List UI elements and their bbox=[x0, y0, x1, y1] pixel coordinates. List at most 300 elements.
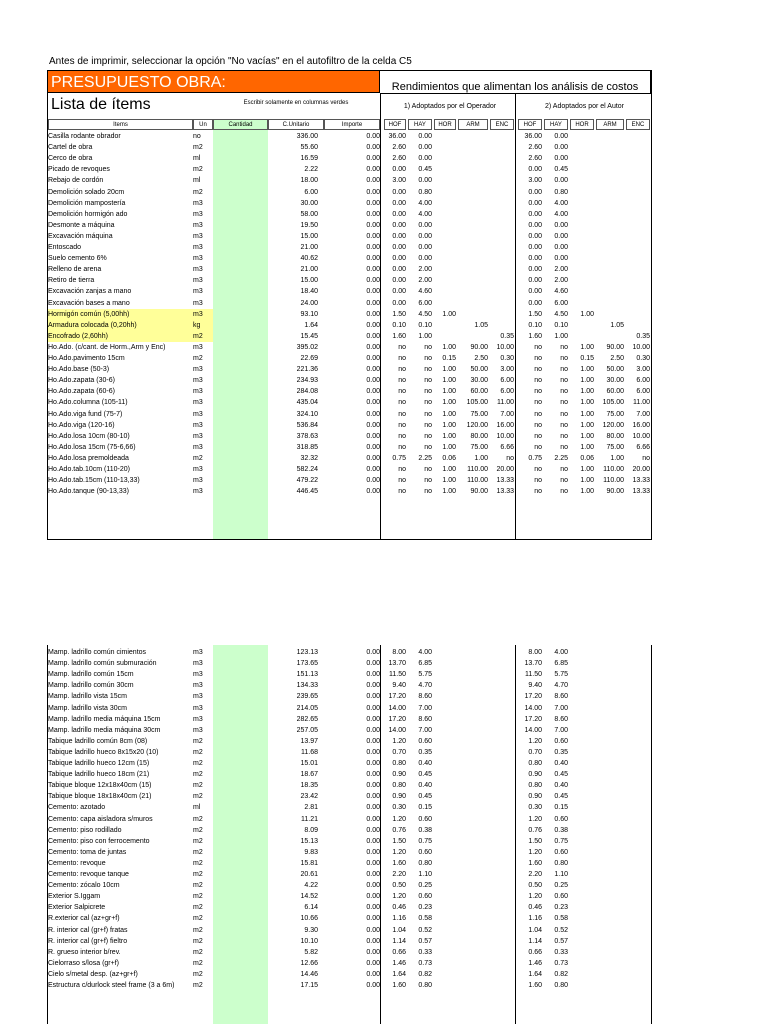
item-name: Ho.Ado.tab.15cm (110-13,33) bbox=[48, 477, 140, 485]
item-unit: m2 bbox=[193, 760, 203, 767]
cantidad-input-cell[interactable] bbox=[213, 913, 268, 924]
rendimiento-au-hor: 1.00 bbox=[580, 310, 594, 318]
item-unit: m3 bbox=[193, 704, 203, 712]
rendimiento-op-hof: 9.40 bbox=[392, 682, 406, 690]
cantidad-input-cell[interactable] bbox=[213, 714, 268, 725]
item-cunitario: 13.97 bbox=[300, 737, 318, 745]
item-importe: 0.00 bbox=[366, 188, 380, 196]
cantidad-input-cell[interactable] bbox=[213, 802, 268, 813]
cantidad-input-cell[interactable] bbox=[213, 220, 268, 231]
cantidad-input-cell[interactable] bbox=[213, 791, 268, 802]
item-importe: 0.00 bbox=[366, 837, 380, 845]
border-sub-header bbox=[380, 93, 651, 94]
cantidad-input-cell[interactable] bbox=[213, 958, 268, 969]
cantidad-input-cell[interactable] bbox=[213, 464, 268, 475]
table-row bbox=[48, 891, 651, 902]
rendimiento-op-arm: 120.00 bbox=[466, 421, 488, 429]
cantidad-input-cell[interactable] bbox=[213, 375, 268, 386]
rendimiento-au-hof: 0.00 bbox=[528, 232, 542, 240]
cantidad-input-cell[interactable] bbox=[213, 980, 268, 991]
rendimiento-au-hay: 0.00 bbox=[554, 144, 568, 152]
cantidad-input-cell[interactable] bbox=[213, 431, 268, 442]
rendimiento-op-hay: 4.00 bbox=[418, 199, 432, 207]
rendimiento-op-hay: 4.00 bbox=[418, 210, 432, 218]
rendimiento-au-hay: 7.00 bbox=[554, 726, 568, 734]
rendimiento-au-hof: no bbox=[534, 410, 542, 418]
lista-items-title: Lista de ítems bbox=[47, 93, 212, 117]
table-row bbox=[48, 475, 651, 486]
rendimiento-op-hay: no bbox=[424, 421, 432, 429]
rendimiento-au-hay: 0.60 bbox=[554, 848, 568, 856]
table-row bbox=[48, 780, 651, 791]
cantidad-input-cell[interactable] bbox=[213, 131, 268, 142]
item-cunitario: 214.05 bbox=[296, 704, 318, 712]
item-cunitario: 21.00 bbox=[300, 244, 318, 251]
item-name: Excavación zanjas a mano bbox=[48, 288, 132, 296]
cantidad-input-cell[interactable] bbox=[213, 847, 268, 858]
cantidad-input-cell[interactable] bbox=[213, 253, 268, 264]
rendimiento-au-hof: no bbox=[534, 421, 542, 429]
item-cunitario: 435.04 bbox=[296, 399, 318, 407]
table-row bbox=[48, 220, 651, 231]
cantidad-input-cell[interactable] bbox=[213, 420, 268, 431]
rendimiento-au-hof: 0.00 bbox=[528, 277, 542, 285]
cantidad-input-cell[interactable] bbox=[213, 309, 268, 320]
item-unit: m2 bbox=[193, 904, 203, 912]
item-importe: 0.00 bbox=[366, 771, 380, 779]
item-name: R. interior cal (gr+f) fratas bbox=[48, 926, 128, 934]
item-importe: 0.00 bbox=[366, 410, 380, 418]
rendimiento-op-hof: 1.20 bbox=[392, 848, 406, 856]
rendimiento-op-hay: 0.00 bbox=[418, 155, 432, 163]
cantidad-input-cell[interactable] bbox=[213, 925, 268, 936]
item-unit: m2 bbox=[193, 926, 203, 934]
cantidad-input-cell[interactable] bbox=[213, 858, 268, 869]
rendimiento-op-hof: no bbox=[398, 366, 406, 374]
item-name: Ho.Ado.base (50-3) bbox=[48, 366, 110, 374]
item-name: Ho.Ado.tab.10cm (110-20) bbox=[48, 466, 130, 473]
rendimiento-op-arm: 1.05 bbox=[474, 321, 488, 329]
rendimiento-au-hay: no bbox=[560, 399, 568, 407]
item-cunitario: 20.61 bbox=[300, 871, 318, 878]
rendimiento-au-hof: 3.00 bbox=[528, 177, 542, 185]
rendimiento-op-hof: no bbox=[398, 488, 406, 496]
rendimiento-au-hor: 1.00 bbox=[580, 399, 594, 407]
item-name: Cielo s/metal desp. (az+gr+f) bbox=[48, 970, 138, 978]
cantidad-input-cell[interactable] bbox=[213, 758, 268, 769]
item-name: Desmonte a máquina bbox=[48, 221, 115, 229]
item-importe: 0.00 bbox=[366, 155, 380, 163]
table-row bbox=[48, 464, 651, 475]
cantidad-input-cell[interactable] bbox=[213, 902, 268, 913]
rendimiento-au-hay: 0.10 bbox=[554, 321, 568, 329]
adoptados-operador: 1) Adoptados por el Operador bbox=[403, 103, 497, 110]
item-name: Tabique ladrillo hueco 8x15x20 (10) bbox=[48, 748, 159, 756]
cantidad-input-cell[interactable] bbox=[213, 836, 268, 847]
table-row bbox=[48, 769, 651, 780]
cantidad-input-cell[interactable] bbox=[213, 331, 268, 342]
cantidad-input-cell[interactable] bbox=[213, 869, 268, 880]
item-importe: 0.00 bbox=[366, 793, 380, 801]
table-row bbox=[48, 869, 651, 880]
cantidad-input-cell[interactable] bbox=[213, 342, 268, 353]
rendimiento-au-hof: 1.64 bbox=[528, 970, 542, 978]
rendimiento-au-hof: 17.20 bbox=[524, 715, 542, 723]
rendimiento-op-hof: 1.60 bbox=[392, 859, 406, 867]
adoptados-autor: 2) Adoptados por el Autor bbox=[545, 103, 624, 110]
item-unit: m3 bbox=[193, 715, 203, 723]
rendimiento-op-hay: 0.45 bbox=[418, 793, 432, 801]
rendimiento-op-hof: 0.90 bbox=[392, 771, 406, 779]
item-importe: 0.00 bbox=[366, 321, 380, 329]
rendimiento-au-hof: 2.60 bbox=[528, 155, 542, 163]
cantidad-input-cell[interactable] bbox=[213, 209, 268, 220]
rendimiento-op-hay: 0.75 bbox=[418, 837, 432, 845]
table-row bbox=[48, 142, 651, 153]
item-cunitario: 22.69 bbox=[300, 355, 318, 362]
rendimiento-op-hay: 0.60 bbox=[418, 815, 432, 823]
item-unit: m3 bbox=[193, 649, 203, 656]
rendimiento-op-hay: 8.60 bbox=[418, 693, 432, 701]
rendimiento-au-hof: 0.10 bbox=[528, 321, 542, 329]
cantidad-input-cell[interactable] bbox=[213, 725, 268, 736]
rendimiento-op-hay: no bbox=[424, 477, 432, 485]
rendimiento-op-hof: 8.00 bbox=[392, 649, 406, 656]
rendimiento-op-hof: 1.46 bbox=[392, 959, 406, 967]
table-row bbox=[48, 691, 651, 702]
rendimiento-au-enc: 0.30 bbox=[636, 355, 650, 362]
rendimiento-au-hof: no bbox=[534, 377, 542, 385]
cantidad-input-cell[interactable] bbox=[213, 814, 268, 825]
rendimiento-op-hor: 1.00 bbox=[442, 399, 456, 407]
item-cunitario: 40.62 bbox=[300, 255, 318, 263]
cantidad-input-cell[interactable] bbox=[213, 736, 268, 747]
cantidad-input-cell[interactable] bbox=[213, 153, 268, 164]
item-name: Mamp. ladrillo común 15cm bbox=[48, 671, 134, 679]
item-importe: 0.00 bbox=[366, 144, 380, 152]
cantidad-input-cell[interactable] bbox=[213, 936, 268, 947]
cantidad-input-cell[interactable] bbox=[213, 891, 268, 902]
rendimiento-op-hor: 1.00 bbox=[442, 366, 456, 374]
item-importe: 0.00 bbox=[366, 748, 380, 756]
rendimiento-au-hor: 0.06 bbox=[580, 454, 594, 462]
rendimiento-op-hay: no bbox=[424, 410, 432, 418]
rendimiento-au-hay: 0.57 bbox=[554, 937, 568, 945]
rendimiento-au-hay: no bbox=[560, 421, 568, 429]
cantidad-input-cell[interactable] bbox=[213, 669, 268, 680]
table-row bbox=[48, 936, 651, 947]
item-cunitario: 2.22 bbox=[304, 166, 318, 174]
rendimiento-op-enc: no bbox=[506, 454, 514, 462]
rendimiento-au-arm: 75.00 bbox=[606, 443, 624, 451]
item-cunitario: 18.40 bbox=[300, 288, 318, 296]
rendimiento-op-hof: 3.00 bbox=[392, 177, 406, 185]
rendimiento-op-hof: 1.60 bbox=[392, 982, 406, 989]
item-name: Cemento: toma de juntas bbox=[48, 848, 127, 856]
cantidad-input-cell[interactable] bbox=[213, 386, 268, 397]
item-cunitario: 6.14 bbox=[304, 904, 318, 912]
item-importe: 0.00 bbox=[366, 377, 380, 385]
item-unit: m2 bbox=[193, 959, 203, 967]
rendimiento-op-hof: no bbox=[398, 432, 406, 440]
rendimiento-au-arm: 2.50 bbox=[610, 355, 624, 362]
item-cunitario: 18.67 bbox=[300, 771, 318, 779]
item-unit: m3 bbox=[193, 244, 203, 251]
rendimiento-au-hay: no bbox=[560, 388, 568, 396]
item-unit: m2 bbox=[193, 454, 203, 462]
cantidad-input-cell[interactable] bbox=[213, 231, 268, 242]
cantidad-input-cell[interactable] bbox=[213, 364, 268, 375]
escribir-note: Escribir solamente en columnas verdes bbox=[243, 100, 349, 106]
rendimiento-op-hof: 2.20 bbox=[392, 871, 406, 878]
item-importe: 0.00 bbox=[366, 649, 380, 656]
rendimiento-au-enc: 13.33 bbox=[632, 488, 650, 496]
rendimiento-au-hof: no bbox=[534, 366, 542, 374]
item-cunitario: 18.35 bbox=[300, 782, 318, 790]
item-name: Ho.Ado.tanque (90-13,33) bbox=[48, 488, 129, 496]
rendimiento-au-hof: 0.00 bbox=[528, 210, 542, 218]
rendimiento-op-enc: 13.33 bbox=[496, 488, 514, 496]
table-row bbox=[48, 880, 651, 891]
item-importe: 0.00 bbox=[366, 859, 380, 867]
rendimiento-op-hof: 17.20 bbox=[388, 715, 406, 723]
item-unit: ml bbox=[193, 177, 201, 185]
cantidad-input-cell[interactable] bbox=[213, 453, 268, 464]
cantidad-input-cell[interactable] bbox=[213, 286, 268, 297]
item-unit: m2 bbox=[193, 748, 203, 756]
table-row bbox=[48, 902, 651, 913]
cantidad-input-cell[interactable] bbox=[213, 320, 268, 331]
rendimiento-op-hof: 0.00 bbox=[392, 210, 406, 218]
cantidad-input-cell[interactable] bbox=[213, 769, 268, 780]
table-row bbox=[48, 375, 651, 386]
item-unit: m2 bbox=[193, 982, 203, 989]
rendimiento-au-hay: 0.58 bbox=[554, 915, 568, 923]
col-importe: Importe bbox=[324, 119, 380, 130]
cantidad-input-cell[interactable] bbox=[213, 475, 268, 486]
item-cunitario: 318.85 bbox=[296, 443, 318, 451]
cantidad-input-cell[interactable] bbox=[213, 264, 268, 275]
table-row bbox=[48, 353, 651, 364]
item-name: Tabique bloque 18x18x40cm (21) bbox=[48, 793, 152, 801]
item-unit: m2 bbox=[193, 970, 203, 978]
cantidad-input-cell[interactable] bbox=[213, 647, 268, 658]
col-cantidad: Cantidad bbox=[213, 119, 268, 130]
rendimiento-op-hor: 0.06 bbox=[442, 454, 456, 462]
rendimiento-au-hay: 0.73 bbox=[554, 959, 568, 967]
item-importe: 0.00 bbox=[366, 937, 380, 945]
rendimiento-au-hof: 0.00 bbox=[528, 199, 542, 207]
rendimiento-au-hay: no bbox=[560, 377, 568, 385]
item-importe: 0.00 bbox=[366, 737, 380, 745]
cantidad-input-cell[interactable] bbox=[213, 703, 268, 714]
cantidad-input-cell[interactable] bbox=[213, 658, 268, 669]
rendimiento-op-hof: 1.50 bbox=[392, 310, 406, 318]
rendimiento-au-hor: 0.15 bbox=[580, 355, 594, 362]
item-cunitario: 15.00 bbox=[300, 277, 318, 285]
item-unit: m3 bbox=[193, 726, 203, 734]
col-items: Items bbox=[48, 119, 193, 130]
rendimiento-au-enc: no bbox=[642, 454, 650, 462]
rendimiento-op-hof: 0.30 bbox=[392, 804, 406, 812]
item-cunitario: 234.93 bbox=[296, 377, 318, 385]
rendimiento-au-enc: 16.00 bbox=[632, 421, 650, 429]
cantidad-input-cell[interactable] bbox=[213, 142, 268, 153]
cantidad-input-cell[interactable] bbox=[213, 780, 268, 791]
cantidad-input-cell[interactable] bbox=[213, 409, 268, 420]
table-row bbox=[48, 825, 651, 836]
rendimiento-au-hay: 0.00 bbox=[554, 244, 568, 251]
cantidad-input-cell[interactable] bbox=[213, 164, 268, 175]
item-cunitario: 30.00 bbox=[300, 199, 318, 207]
col-cunitario: C.Unitario bbox=[268, 119, 324, 130]
item-unit: m3 bbox=[193, 310, 203, 318]
item-name: Demolición hormigón ado bbox=[48, 210, 128, 218]
item-name: Mamp. ladrillo común submuración bbox=[48, 660, 157, 668]
item-cunitario: 19.50 bbox=[300, 221, 318, 229]
item-unit: m2 bbox=[193, 837, 203, 845]
rendimiento-au-hof: 0.00 bbox=[528, 255, 542, 263]
item-unit: m3 bbox=[193, 410, 203, 418]
item-unit: m2 bbox=[193, 826, 203, 834]
cantidad-input-cell[interactable] bbox=[213, 187, 268, 198]
cantidad-input-cell[interactable] bbox=[213, 880, 268, 891]
cantidad-input-cell[interactable] bbox=[213, 969, 268, 980]
cantidad-input-cell[interactable] bbox=[213, 691, 268, 702]
rendimiento-op-hay: 0.80 bbox=[418, 982, 432, 989]
item-unit: m2 bbox=[193, 915, 203, 923]
rendimiento-au-hof: 2.20 bbox=[528, 871, 542, 878]
table-row bbox=[48, 364, 651, 375]
rendimiento-au-enc: 11.00 bbox=[633, 399, 650, 407]
item-name: Hormigón común (5,00hh) bbox=[48, 309, 213, 320]
rendimiento-op-hay: 7.00 bbox=[418, 704, 432, 712]
rendimiento-au-hof: no bbox=[534, 432, 542, 440]
cantidad-input-cell[interactable] bbox=[213, 486, 268, 497]
rendimiento-au-hor: 1.00 bbox=[580, 477, 594, 485]
rendimiento-au-hay: 0.52 bbox=[554, 926, 568, 934]
cantidad-input-cell[interactable] bbox=[213, 353, 268, 364]
col-au-hay: HAY bbox=[544, 119, 568, 130]
rendimiento-au-hay: 1.00 bbox=[554, 332, 568, 340]
item-unit: m3 bbox=[193, 221, 203, 229]
rendimiento-au-hay: 5.75 bbox=[554, 671, 568, 679]
cantidad-input-cell[interactable] bbox=[213, 747, 268, 758]
rendimiento-au-hay: no bbox=[560, 488, 568, 496]
rendimiento-au-hof: no bbox=[534, 477, 542, 485]
item-name: R.exterior cal (az+gr+f) bbox=[48, 915, 120, 923]
rendimiento-op-hof: no bbox=[398, 399, 406, 407]
rendimiento-op-arm: 105.00 bbox=[466, 399, 488, 407]
border-bottom bbox=[47, 539, 651, 540]
item-name: Ho.Ado.viga fund (75-7) bbox=[48, 410, 123, 418]
rendimiento-op-hof: 0.00 bbox=[392, 232, 406, 240]
table-row bbox=[48, 969, 651, 980]
item-cunitario: 1.64 bbox=[304, 321, 318, 329]
cantidad-input-cell[interactable] bbox=[213, 825, 268, 836]
table-row bbox=[48, 669, 651, 680]
cantidad-input-cell[interactable] bbox=[213, 275, 268, 286]
rendimiento-op-hof: 1.50 bbox=[392, 837, 406, 845]
table-row bbox=[48, 442, 651, 453]
rendimiento-au-hof: 1.50 bbox=[528, 310, 542, 318]
rendimiento-au-hay: 0.80 bbox=[554, 188, 568, 196]
rendimiento-au-hof: 0.50 bbox=[528, 882, 542, 890]
rendimiento-au-arm: 105.00 bbox=[602, 399, 624, 407]
rendimiento-op-hof: no bbox=[398, 477, 406, 485]
rendimiento-op-hay: 2.25 bbox=[418, 454, 432, 462]
rendimiento-op-hof: 13.70 bbox=[388, 660, 406, 668]
rendimiento-op-hay: 0.00 bbox=[418, 232, 432, 240]
item-name: Mamp. ladrillo media máquina 30cm bbox=[48, 726, 161, 734]
cantidad-input-cell[interactable] bbox=[213, 198, 268, 209]
item-importe: 0.00 bbox=[366, 488, 380, 496]
rendimiento-op-hay: 4.00 bbox=[418, 649, 432, 656]
cantidad-input-cell[interactable] bbox=[213, 242, 268, 253]
rendimiento-au-hay: 6.85 bbox=[554, 660, 568, 668]
rendimiento-op-hay: 0.40 bbox=[418, 760, 432, 767]
rendimiento-op-hof: 0.66 bbox=[392, 948, 406, 956]
rendimiento-op-hay: 0.60 bbox=[418, 848, 432, 856]
item-importe: 0.00 bbox=[366, 871, 380, 878]
table-row bbox=[48, 913, 651, 924]
rendimiento-op-hof: 36.00 bbox=[388, 133, 406, 140]
border-right bbox=[651, 70, 652, 540]
item-name: Excavación bases a mano bbox=[48, 299, 130, 307]
item-name: Armadura colocada (0,20hh) bbox=[48, 320, 213, 331]
rendimiento-op-enc: 10.00 bbox=[496, 432, 514, 440]
cantidad-input-cell[interactable] bbox=[213, 947, 268, 958]
item-unit: m3 bbox=[193, 366, 203, 374]
rendimiento-au-hof: 1.60 bbox=[528, 332, 542, 340]
item-cunitario: 5.82 bbox=[304, 948, 318, 956]
cantidad-input-cell[interactable] bbox=[213, 442, 268, 453]
rendimiento-au-hof: 1.60 bbox=[528, 859, 542, 867]
rendimiento-op-hof: no bbox=[398, 388, 406, 396]
item-cunitario: 239.65 bbox=[296, 693, 318, 701]
table-row bbox=[48, 453, 651, 464]
rendimiento-au-hof: 1.20 bbox=[528, 893, 542, 901]
rendimiento-au-hof: 2.60 bbox=[528, 144, 542, 152]
cantidad-input-cell[interactable] bbox=[213, 680, 268, 691]
table-row bbox=[48, 980, 651, 991]
item-importe: 0.00 bbox=[366, 826, 380, 834]
item-name: Cemento: revoque bbox=[48, 859, 106, 867]
rendimiento-op-hay: 0.00 bbox=[418, 255, 432, 263]
rendimiento-au-hay: 2.00 bbox=[554, 266, 568, 274]
rendimiento-au-hay: 1.10 bbox=[554, 871, 568, 878]
cantidad-input-cell[interactable] bbox=[213, 397, 268, 408]
rendimiento-op-hay: no bbox=[424, 443, 432, 451]
item-name: Cemento: zócalo 10cm bbox=[48, 882, 120, 890]
cantidad-input-cell[interactable] bbox=[213, 298, 268, 309]
table-row bbox=[48, 747, 651, 758]
cantidad-input-cell[interactable] bbox=[213, 175, 268, 186]
item-name: Mamp. ladrillo vista 15cm bbox=[48, 693, 127, 701]
rendimiento-op-hay: 0.40 bbox=[418, 782, 432, 790]
item-cunitario: 23.42 bbox=[300, 793, 318, 801]
rendimiento-au-hof: 1.20 bbox=[528, 815, 542, 823]
item-unit: m2 bbox=[193, 948, 203, 956]
rendimiento-op-hof: no bbox=[398, 410, 406, 418]
rendimiento-op-hay: 0.38 bbox=[418, 826, 432, 834]
item-unit: m2 bbox=[193, 782, 203, 790]
rendimiento-op-hay: no bbox=[424, 343, 432, 351]
item-cunitario: 151.13 bbox=[296, 671, 318, 679]
rendimiento-op-hay: 5.75 bbox=[418, 671, 432, 679]
rendimiento-op-hay: 0.10 bbox=[418, 321, 432, 329]
item-importe: 0.00 bbox=[366, 715, 380, 723]
